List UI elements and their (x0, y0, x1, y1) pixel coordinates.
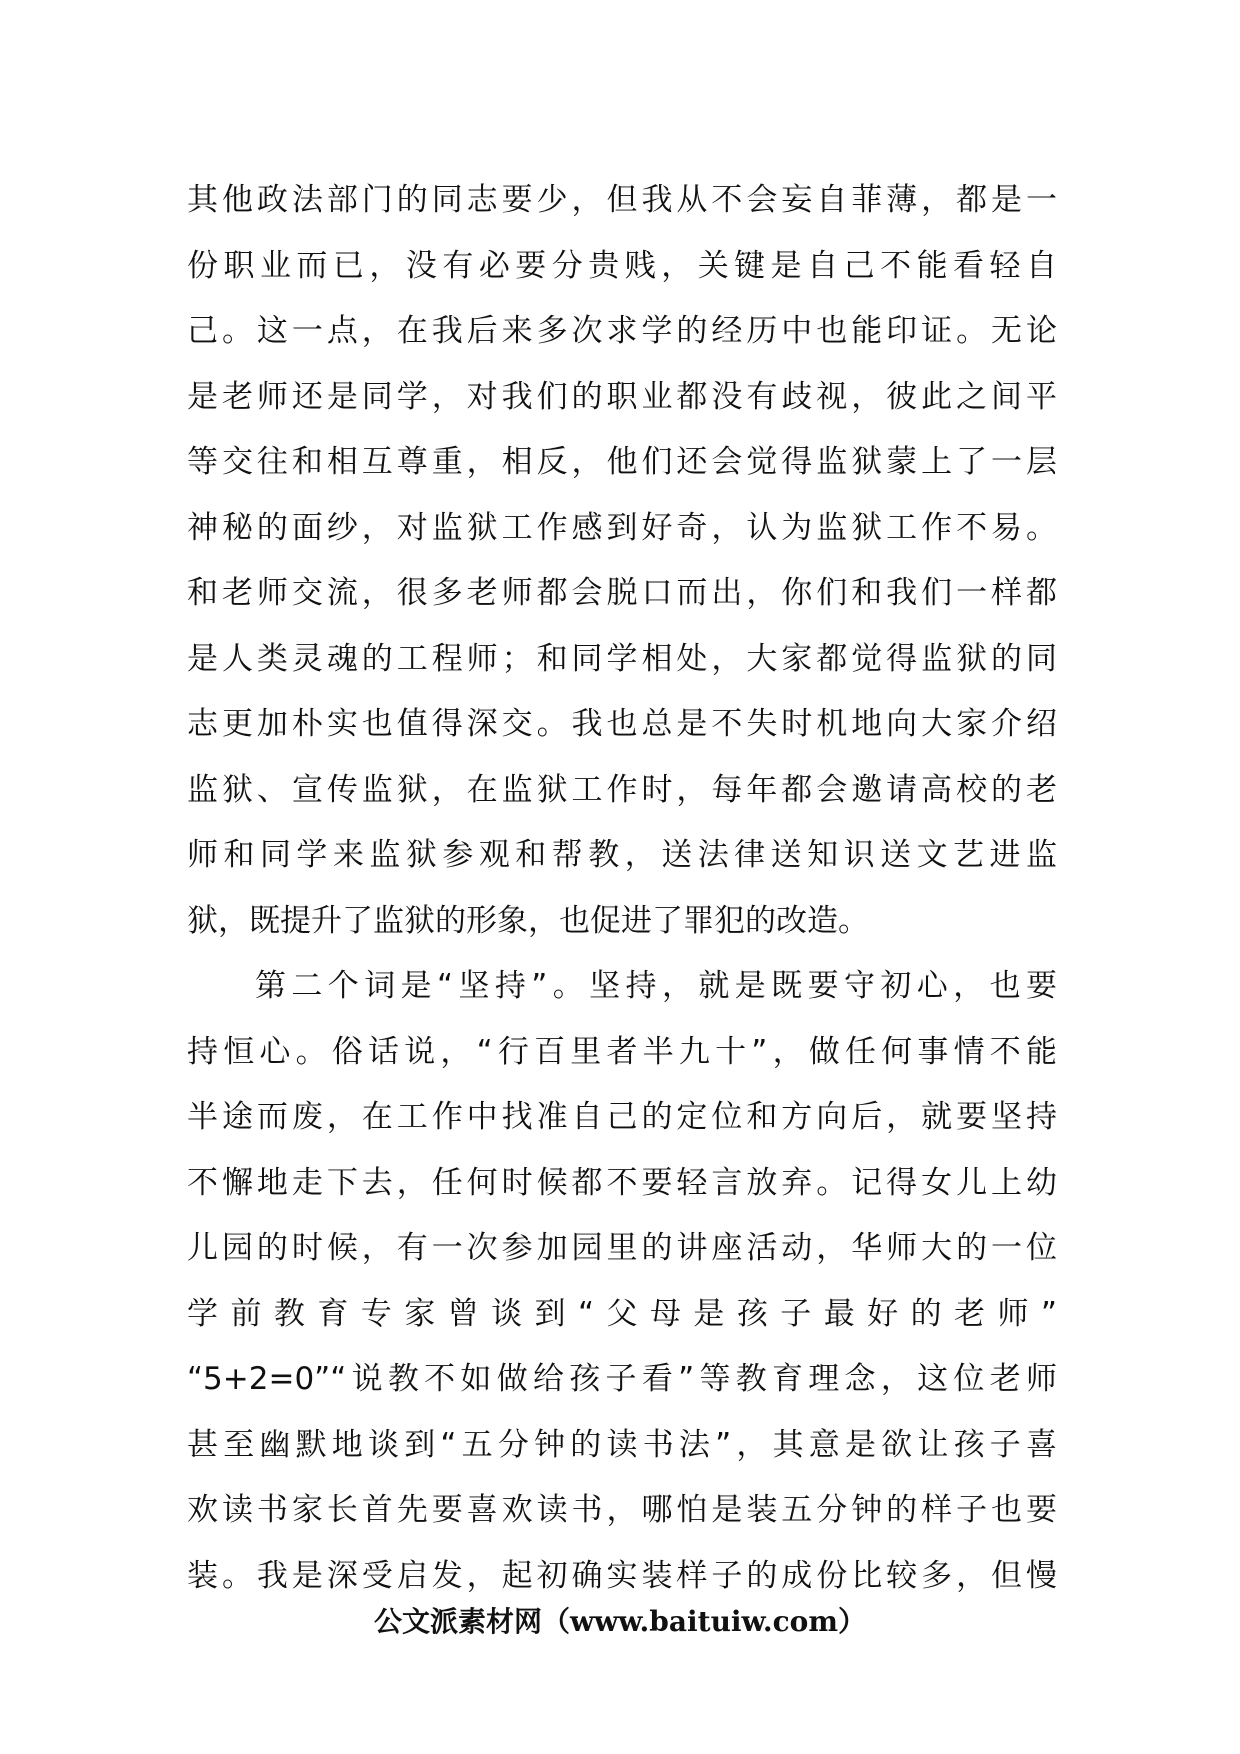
text-line: 己。这一点，在我后来多次求学的经历中也能印证。无论 (187, 313, 1057, 349)
text-line: 儿园的时候，有一次参加园里的讲座活动，华师大的一位 (187, 1230, 1057, 1266)
text-line: 师和同学来监狱参观和帮教，送法律送知识送文艺进监 (187, 837, 1057, 873)
text-line: 神秘的面纱，对监狱工作感到好奇，认为监狱工作不易。 (187, 509, 1057, 546)
text-line: 学前教育专家曾谈到“父母是孩子最好的老师” (187, 1295, 1057, 1332)
text-line: 装。我是深受启发，起初确实装样子的成份比较多，但慢 (187, 1557, 1057, 1594)
footer-watermark: 公文派素材网（www.baituiw.com） (374, 1605, 866, 1638)
text-line: 是人类灵魂的工程师；和同学相处，大家都觉得监狱的同 (187, 640, 1057, 677)
text-line: 半途而废，在工作中找准自己的定位和方向后，就要坚持 (187, 1099, 1057, 1135)
paragraph-first-line: 第二个词是“坚持”。坚持，就是既要守初心，也要 (255, 968, 1057, 1004)
text-line: 其他政法部门的同志要少，但我从不会妄自菲薄，都是一 (187, 182, 1057, 218)
body-text (187, 168, 1057, 1609)
text-line: 不懈地走下去，任何时候都不要轻言放弃。记得女儿上幼 (187, 1164, 1057, 1201)
text-line: 志更加朴实也值得深交。我也总是不失时机地向大家介绍 (187, 706, 1057, 742)
text-line: 份职业而已，没有必要分贵贱，关键是自己不能看轻自 (187, 247, 1057, 284)
text-line: 欢读书家长首先要喜欢读书，哪怕是装五分钟的样子也要 (187, 1492, 1057, 1528)
text-line: 等交往和相互尊重，相反，他们还会觉得监狱蒙上了一层 (187, 444, 1057, 480)
text-line: 是老师还是同学，对我们的职业都没有歧视，彼此之间平 (187, 378, 1057, 415)
text-line: 和老师交流，很多老师都会脱口而出，你们和我们一样都 (187, 575, 1057, 611)
text-line: “5+2=0”“说教不如做给孩子看”等教育理念，这位老师 (187, 1361, 1057, 1397)
text-line: 狱，既提升了监狱的形象，也促进了罪犯的改造。 (187, 902, 869, 939)
text-line: 甚至幽默地谈到“五分钟的读书法”，其意是欲让孩子喜 (187, 1426, 1057, 1463)
text-line: 监狱、宣传监狱，在监狱工作时，每年都会邀请高校的老 (187, 771, 1057, 808)
text-line: 持恒心。俗话说，“行百里者半九十”，做任何事情不能 (187, 1033, 1057, 1070)
